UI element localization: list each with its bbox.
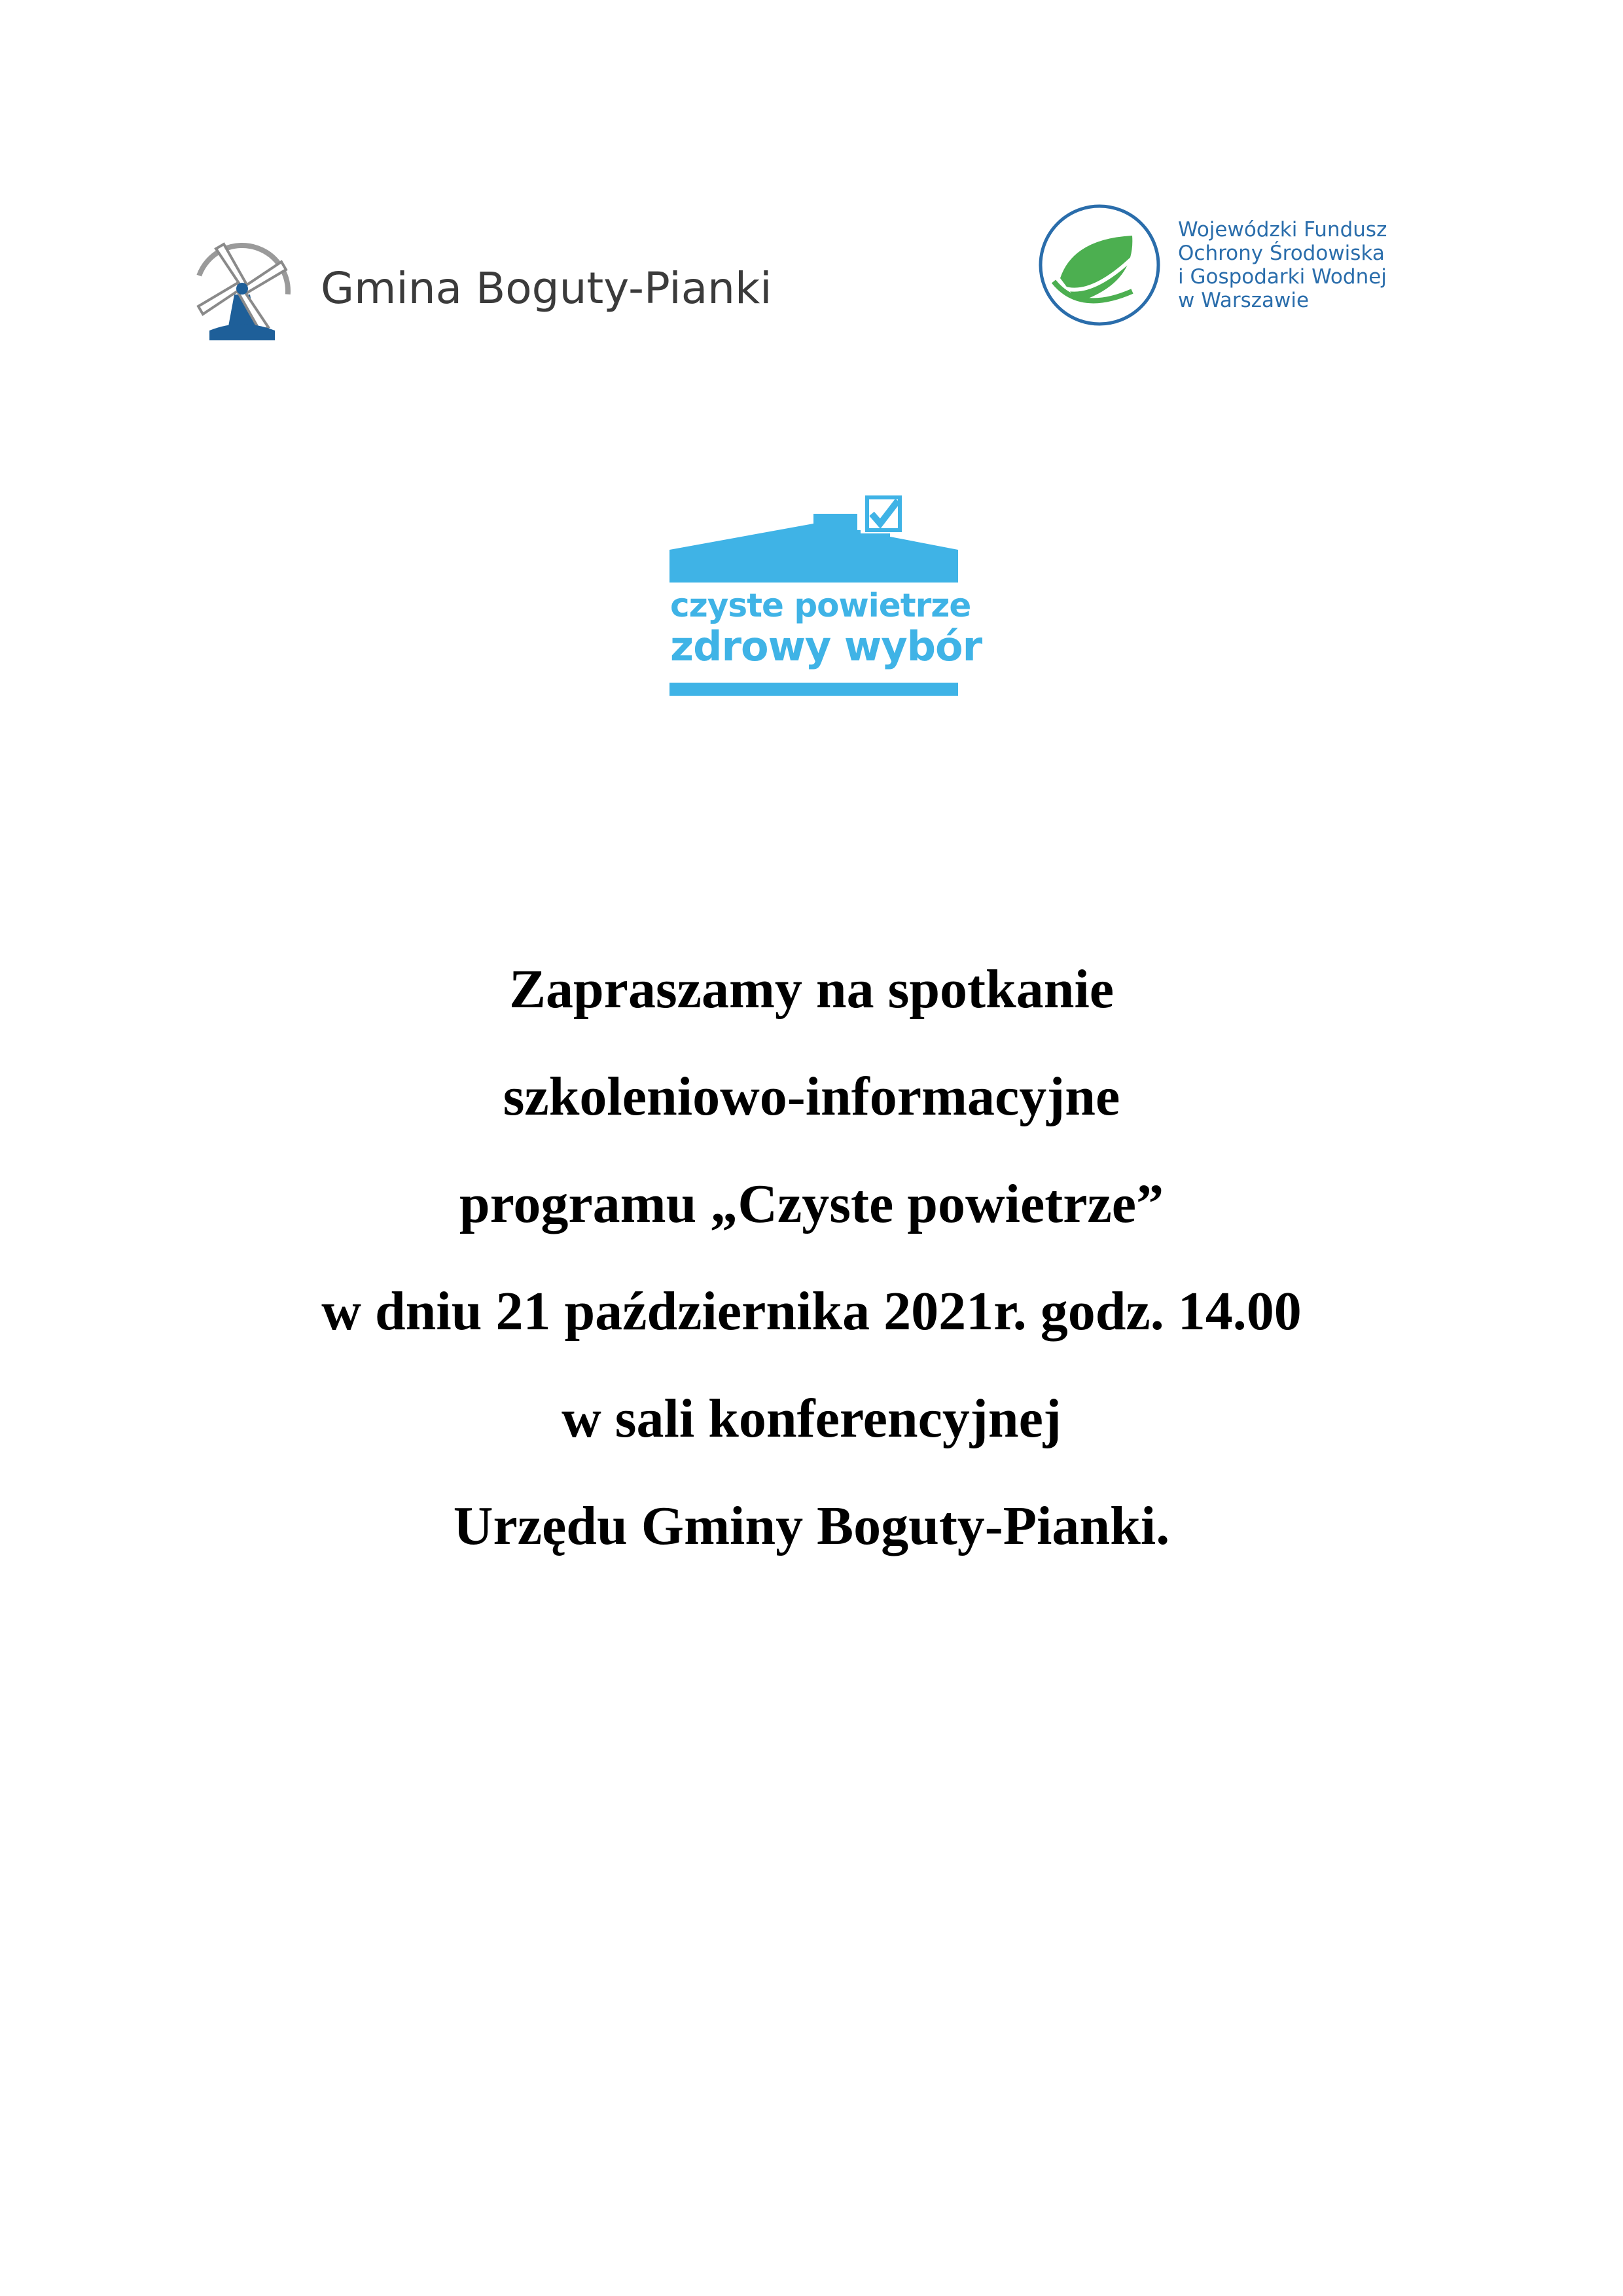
gmina-logo (190, 232, 779, 344)
program-logo-line-1: czyste powietrze (670, 586, 971, 624)
wfos-logo (1034, 200, 1492, 331)
program-logo-line-2: zdrowy wybór (670, 622, 982, 670)
windmill-icon (190, 232, 294, 344)
wfos-line-4: w Warszawie (1178, 289, 1310, 312)
wfos-line-3: i Gospodarki Wodnej (1178, 265, 1387, 289)
invitation-line-1: Zapraszamy na spotkanie (508, 959, 1115, 1020)
house-checkmark-icon (668, 494, 962, 583)
leaf-circle-icon (1034, 200, 1165, 331)
invitation-line-4: w dniu 21 października 2021r. godz. 14.00 (321, 1281, 1302, 1342)
wfos-name (1178, 218, 1387, 312)
invitation-line-5: w sali konferencyjnej (562, 1388, 1061, 1449)
wfos-line-2: Ochrony Środowiska (1178, 242, 1385, 265)
invitation-text (0, 936, 1623, 1580)
program-logo-bar (669, 683, 958, 696)
invitation-line-2: szkoleniowo-informacyjne (503, 1066, 1120, 1127)
wfos-line-1: Wojewódzki Fundusz (1178, 218, 1387, 242)
program-logo-text (670, 586, 982, 670)
invitation-line-3: programu „Czyste powietrze” (459, 1174, 1164, 1234)
gmina-name: Gmina Boguty-Pianki (321, 262, 772, 314)
program-logo (668, 494, 982, 704)
invitation-line-6: Urzędu Gminy Boguty-Pianki. (453, 1496, 1170, 1556)
